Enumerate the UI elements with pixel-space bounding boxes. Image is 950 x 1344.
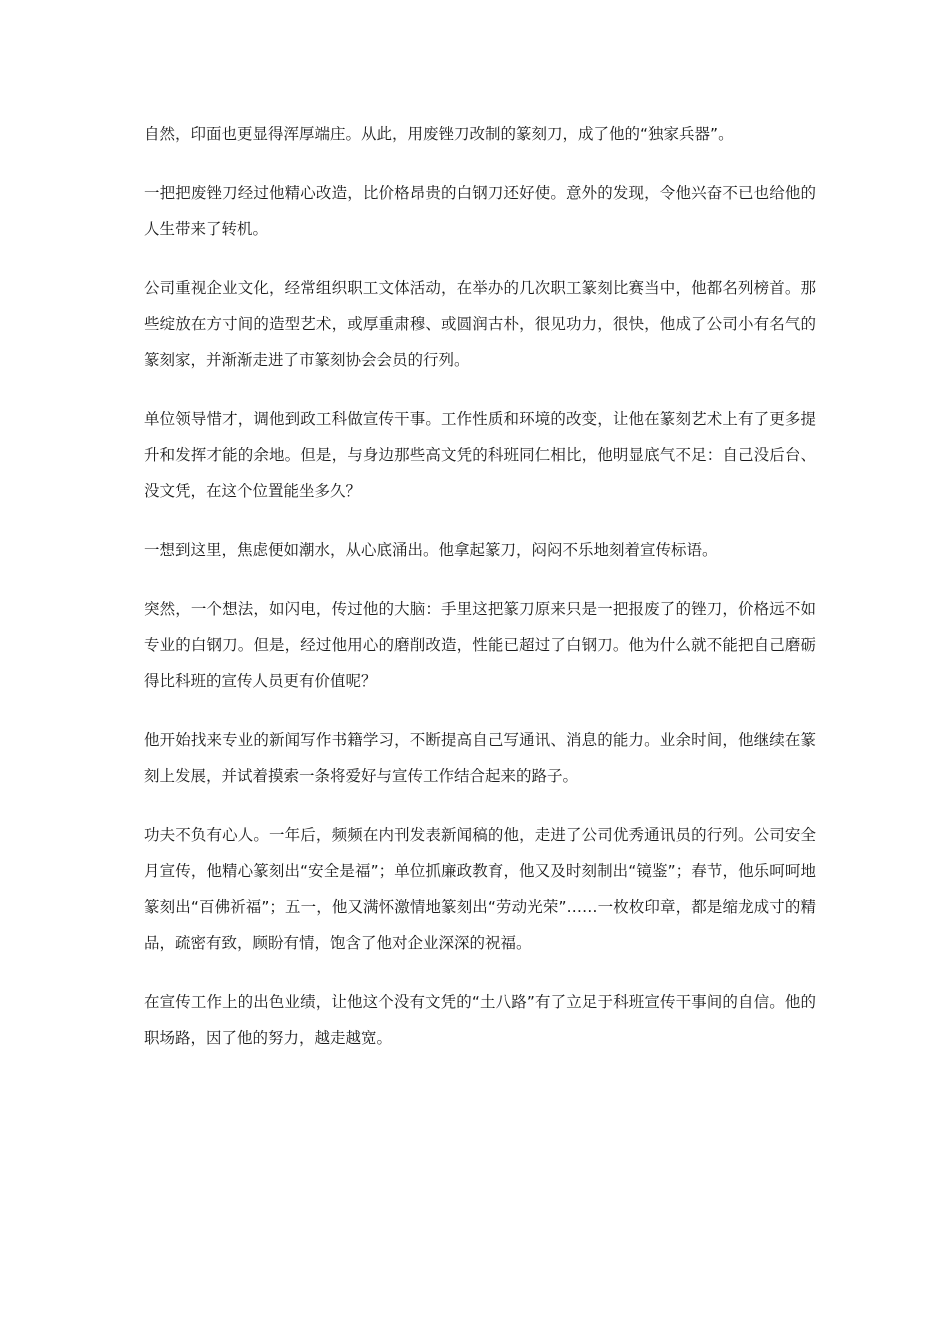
paragraph-6: 突然，一个想法，如闪电，传过他的大脑：手里这把篆刀原来只是一把报废了的锉刀，价格远不如专业的白钢刀。但是，经过他用心的磨削改造，性能已超过了白钢刀。他为什么就不能把自己磨砺得比科班的宣传人员更有价值呢？	[144, 600, 816, 690]
paragraph-8: 功夫不负有心人。一年后，频频在内刊发表新闻稿的他，走进了公司优秀通讯员的行列。公司安全月宣传，他精心篆刻出“安全是福”；单位抓廉政教育，他又及时刻制出“镜鉴”；春节，他乐呵呵地篆刻出“百佛祈福”；五一，他又满怀激情地篆刻出“劳动光荣”……一枚枚印章，都是缩龙成寸的精品，疏密有致，顾盼有情，饱含了他对企业深深的祝福。	[144, 826, 816, 952]
paragraph-1: 自然，印面也更显得浑厚端庄。从此，用废锉刀改制的篆刻刀，成了他的“独家兵器”。	[144, 125, 734, 143]
paragraph-5: 一想到这里，焦虑便如潮水，从心底涌出。他拿起篆刀，闷闷不乐地刻着宣传标语。	[144, 541, 718, 559]
paragraph-2: 一把把废锉刀经过他精心改造，比价格昂贵的白钢刀还好使。意外的发现，令他兴奋不已也给他的人生带来了转机。	[144, 184, 816, 238]
paragraph-7: 他开始找来专业的新闻写作书籍学习，不断提高自己写通讯、消息的能力。业余时间，他继续在篆刻上发展，并试着摸索一条将爱好与宣传工作结合起来的路子。	[144, 731, 816, 785]
paragraph-3: 公司重视企业文化，经常组织职工文体活动，在举办的几次职工篆刻比赛当中，他都名列榜首。那些绽放在方寸间的造型艺术，或厚重肃穆、或圆润古朴，很见功力，很快，他成了公司小有名气的篆刻家，并渐渐走进了市篆刻协会会员的行列。	[144, 279, 816, 369]
paragraph-4: 单位领导惜才，调他到政工科做宣传干事。工作性质和环境的改变，让他在篆刻艺术上有了更多提升和发挥才能的余地。但是，与身边那些高文凭的科班同仁相比，他明显底气不足：自己没后台、没文凭，在这个位置能坐多久？	[144, 410, 816, 500]
document-body	[144, 116, 816, 1079]
paragraph-9: 在宣传工作上的出色业绩，让他这个没有文凭的“土八路”有了立足于科班宣传干事间的自信。他的职场路，因了他的努力，越走越宽。	[144, 993, 816, 1047]
